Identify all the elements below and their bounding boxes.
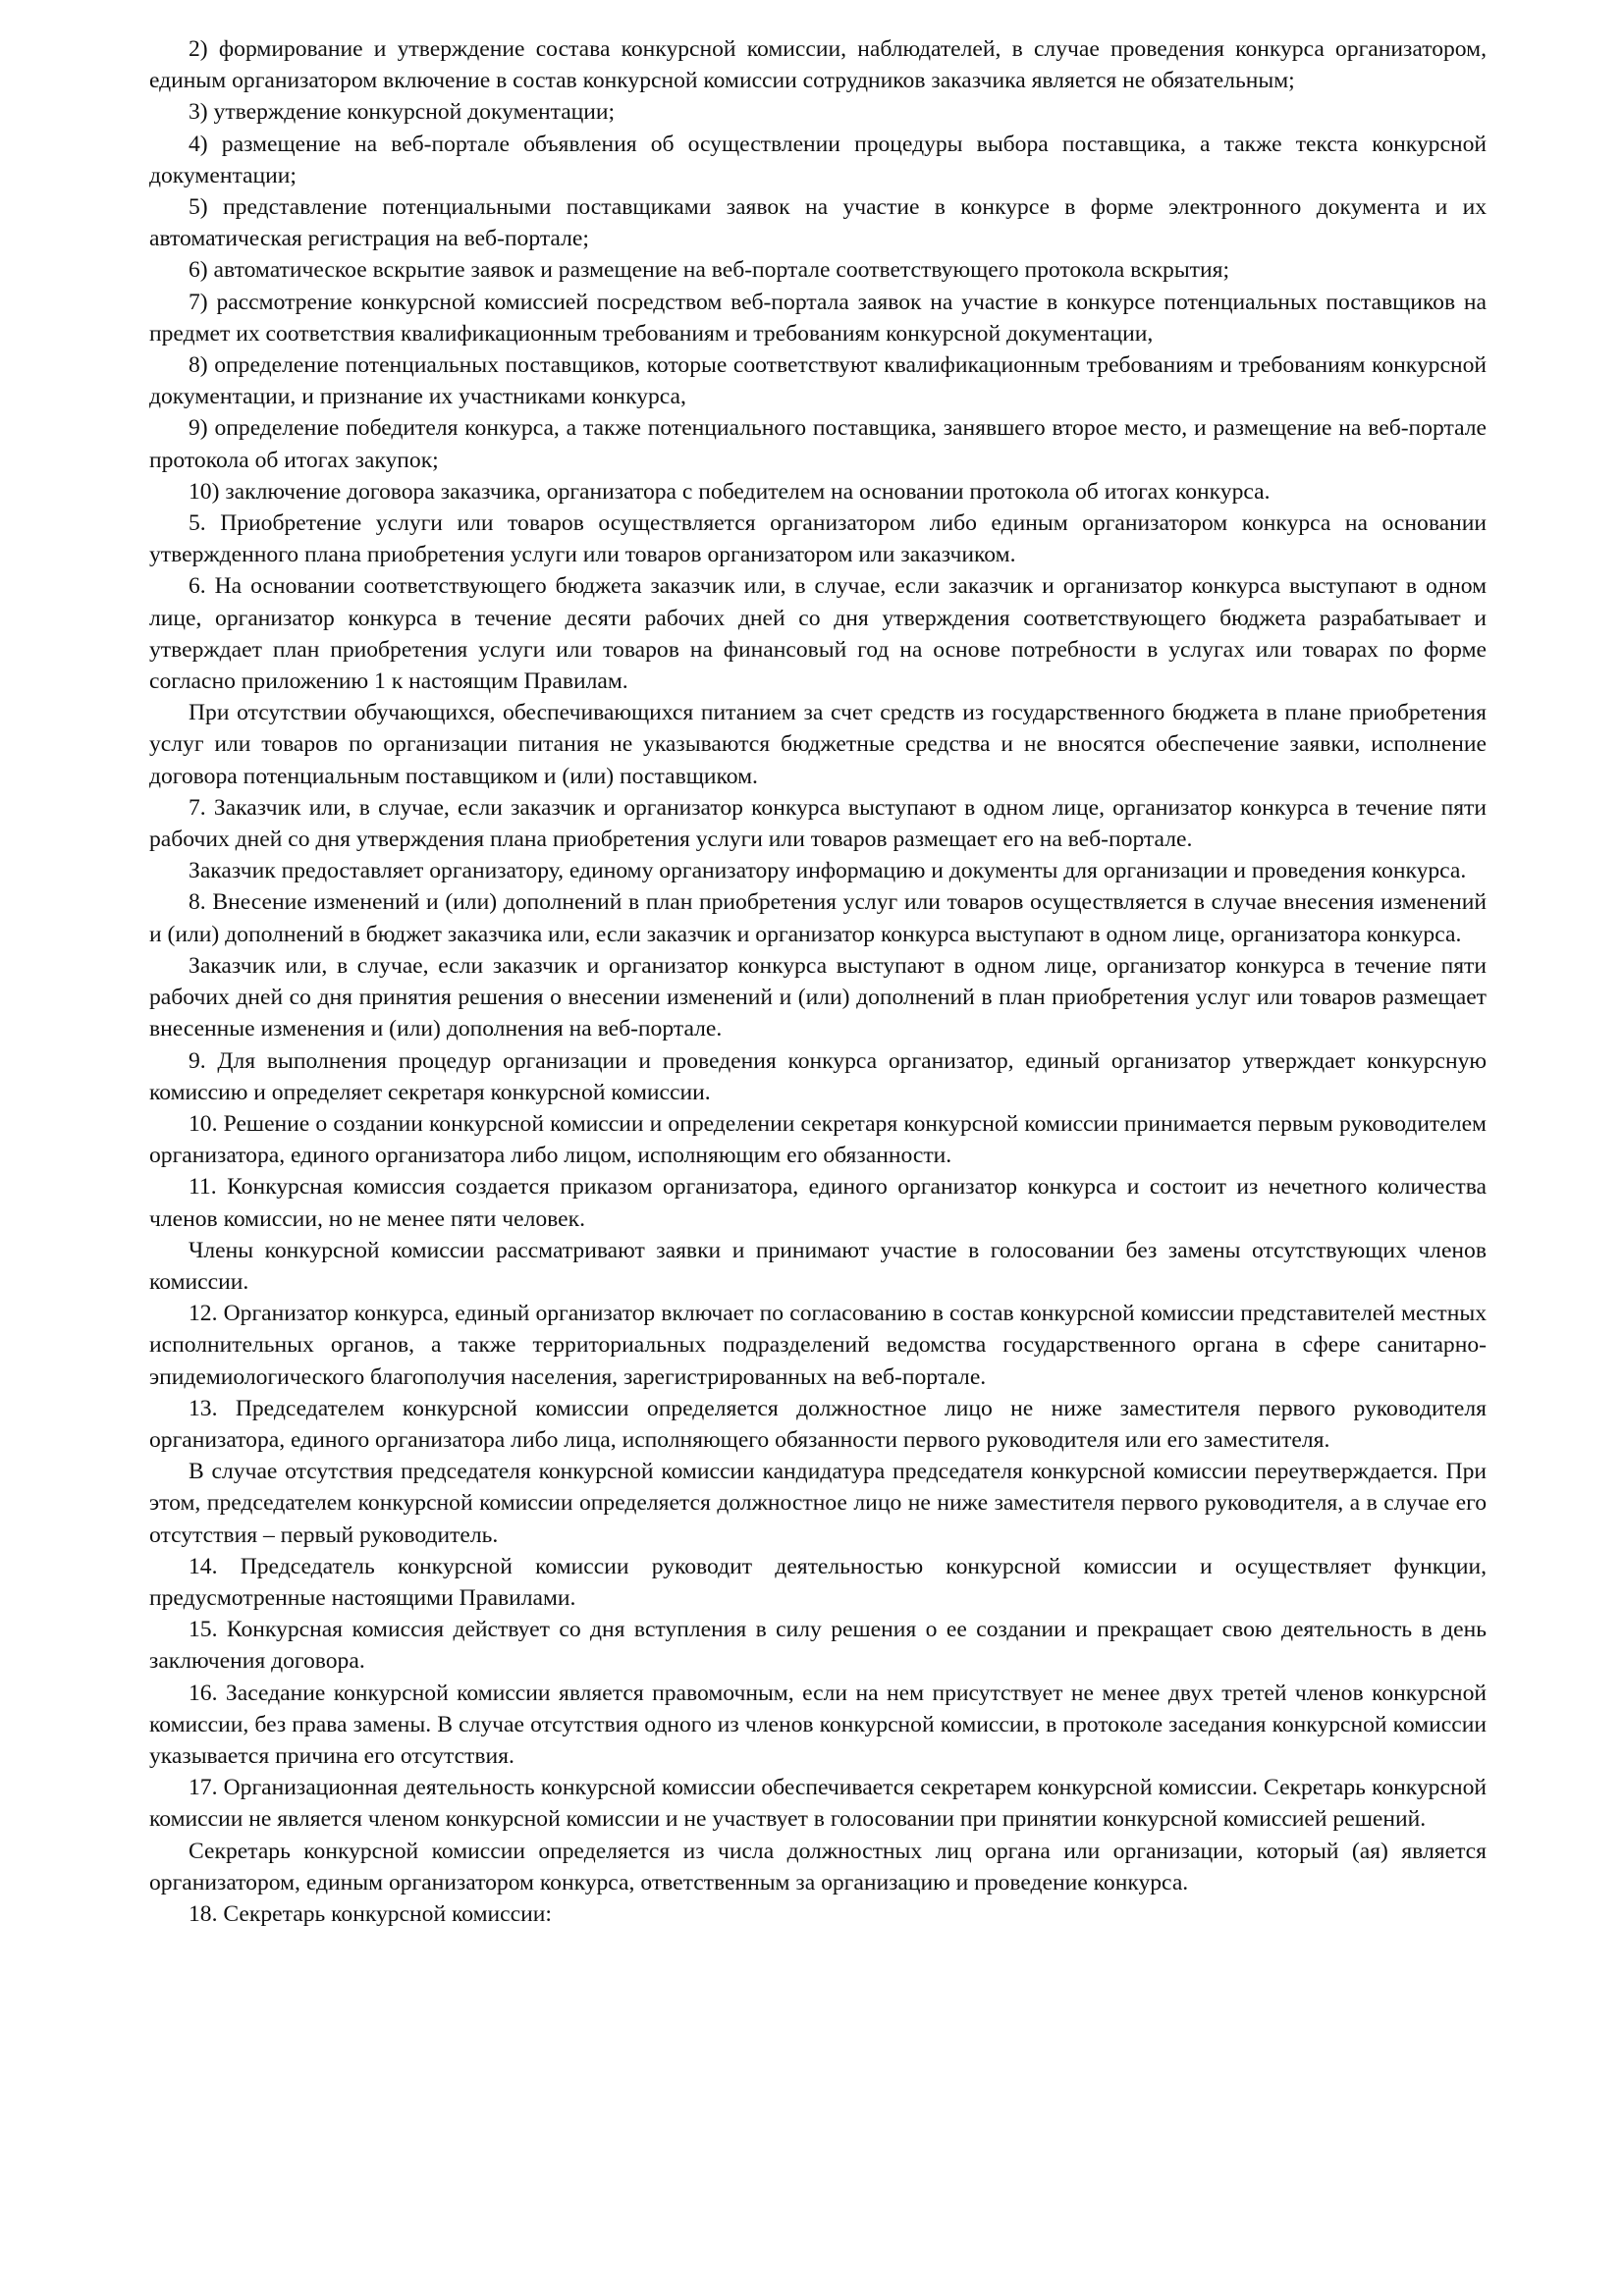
paragraph-item-5: 5) представление потенциальными поставщиками заявок на участие в конкурсе в форме электронного документа и их автоматическая регистрация на веб-портале; [149, 194, 1487, 252]
paragraph-point-8: 8. Внесение изменений и (или) дополнений в план приобретения услуг или товаров осуществляется в случае внесения изменений и (или) дополнений в бюджет заказчика или, если заказчик и организатор конкурса выступают в одном лице, организатора конкурса. [149, 889, 1487, 947]
paragraph-point-6-note: При отсутствии обучающихся, обеспечивающихся питанием за счет средств из государственного бюджета в плане приобретения услуг или товаров по организации питания не указываются бюджетные средства и не вносятся обеспечение заявки, исполнение договора потенциальным поставщиком и (или) поставщиком. [149, 700, 1487, 789]
paragraph-point-6: 6. На основании соответствующего бюджета заказчик или, в случае, если заказчик и организатор конкурса выступают в одном лице, организатор конкурса в течение десяти рабочих дней со дня утверждения соответствующего бюджета разрабатывает и утверждает план приобретения услуги или товаров на финансовый год на основе потребности в услугах или товарах по форме согласно приложению 1 к настоящим Правилам. [149, 573, 1487, 695]
paragraph-point-14: 14. Председатель конкурсной комиссии руководит деятельностью конкурсной комиссии и осуществляет функции, предусмотренные настоящими Правилами. [149, 1553, 1487, 1611]
paragraph-point-5: 5. Приобретение услуги или товаров осуществляется организатором либо единым организатором конкурса на основании утвержденного плана приобретения услуги или товаров организатором или заказчиком. [149, 510, 1487, 568]
paragraph-point-12: 12. Организатор конкурса, единый организатор включает по согласованию в состав конкурсной комиссии представителей местных исполнительных органов, а также территориальных подразделений ведомства государственного органа в сфере санитарно-эпидемиологического благополучия населения, зарегистрированных на веб-портале. [149, 1301, 1487, 1390]
document-page [149, 33, 1487, 1930]
paragraph-point-18: 18. Секретарь конкурсной комиссии: [189, 1900, 552, 1927]
paragraph-point-13: 13. Председателем конкурсной комиссии определяется должностное лицо не ниже заместителя первого руководителя организатора, единого организатора либо лица, исполняющего обязанности первого руководителя или его заместителя. [149, 1395, 1487, 1453]
paragraph-item-9: 9) определение победителя конкурса, а также потенциального поставщика, занявшего второе место, и размещение на веб-портале протокола об итогах закупок; [149, 415, 1487, 473]
paragraph-point-10: 10. Решение о создании конкурсной комиссии и определении секретаря конкурсной комиссии принимается первым руководителем организатора, единого организатора либо лицом, исполняющим его обязанности. [149, 1110, 1487, 1169]
paragraph-point-7: 7. Заказчик или, в случае, если заказчик и организатор конкурса выступают в одном лице, организатор конкурса в течение пяти рабочих дней со дня утверждения плана приобретения услуги или товаров размещает его на веб-портале. [149, 794, 1487, 853]
paragraph-point-11-note: Члены конкурсной комиссии рассматривают заявки и принимают участие в голосовании без замены отсутствующих членов комиссии. [149, 1237, 1487, 1295]
paragraph-item-8: 8) определение потенциальных поставщиков, которые соответствуют квалификационным требованиям и требованиям конкурсной документации, и признание их участниками конкурса, [149, 352, 1487, 410]
paragraph-item-10: 10) заключение договора заказчика, организатора с победителем на основании протокола об итогах конкурса. [189, 478, 1271, 505]
paragraph-item-3: 3) утверждение конкурсной документации; [189, 99, 616, 126]
paragraph-item-2: 2) формирование и утверждение состава конкурсной комиссии, наблюдателей, в случае проведения конкурса организатором, единым организатором включение в состав конкурсной комиссии сотрудников заказчика является не обязательным; [149, 36, 1487, 94]
paragraph-point-16: 16. Заседание конкурсной комиссии является правомочным, если на нем присутствует не менее двух третей членов конкурсной комиссии, без права замены. В случае отсутствия одного из членов конкурсной комиссии, в протоколе заседания конкурсной комиссии указывается причина его отсутствия. [149, 1680, 1487, 1769]
paragraph-item-7: 7) рассмотрение конкурсной комиссией посредством веб-портала заявок на участие в конкурсе потенциальных поставщиков на предмет их соответствия квалификационным требованиям и требованиям конкурсной документации, [149, 289, 1487, 347]
paragraph-item-4: 4) размещение на веб-портале объявления об осуществлении процедуры выбора поставщика, а также текста конкурсной документации; [149, 131, 1487, 188]
paragraph-point-17: 17. Организационная деятельность конкурсной комиссии обеспечивается секретарем конкурсной комиссии. Секретарь конкурсной комиссии не является членом конкурсной комиссии и не участвует в голосовании при принятии конкурсной комиссией решений. [149, 1775, 1487, 1833]
paragraph-item-6: 6) автоматическое вскрытие заявок и размещение на веб-портале соответствующего протокола вскрытия; [189, 257, 1230, 284]
paragraph-point-13-note: В случае отсутствия председателя конкурсной комиссии кандидатура председателя конкурсной комиссии переутверждается. При этом, председателем конкурсной комиссии определяется должностное лицо не ниже заместителя первого руководителя, а в случае его отсутствия – первый руководитель. [149, 1459, 1487, 1548]
paragraph-point-15: 15. Конкурсная комиссия действует со дня вступления в силу решения о ее создании и прекращает свою деятельность в день заключения договора. [149, 1617, 1487, 1675]
paragraph-point-7-note: Заказчик предоставляет организатору, единому организатору информацию и документы для организации и проведения конкурса. [189, 858, 1467, 884]
paragraph-point-8-note: Заказчик или, в случае, если заказчик и организатор конкурса выступают в одном лице, организатор конкурса в течение пяти рабочих дней со дня принятия решения о внесении изменений и (или) дополнений в план приобретения услуг или товаров размещает внесенные изменения и (или) дополнения на веб-портале. [149, 952, 1487, 1042]
paragraph-point-9: 9. Для выполнения процедур организации и проведения конкурса организатор, единый организатор утверждает конкурсную комиссию и определяет секретаря конкурсной комиссии. [149, 1047, 1487, 1105]
paragraph-point-11: 11. Конкурсная комиссия создается приказом организатора, единого организатор конкурса и состоит из нечетного количества членов комиссии, но не менее пяти человек. [149, 1174, 1487, 1232]
paragraph-point-17-note: Секретарь конкурсной комиссии определяется из числа должностных лиц органа или организации, который (ая) является организатором, единым организатором конкурса, ответственным за организацию и проведение конкурса. [149, 1838, 1487, 1896]
